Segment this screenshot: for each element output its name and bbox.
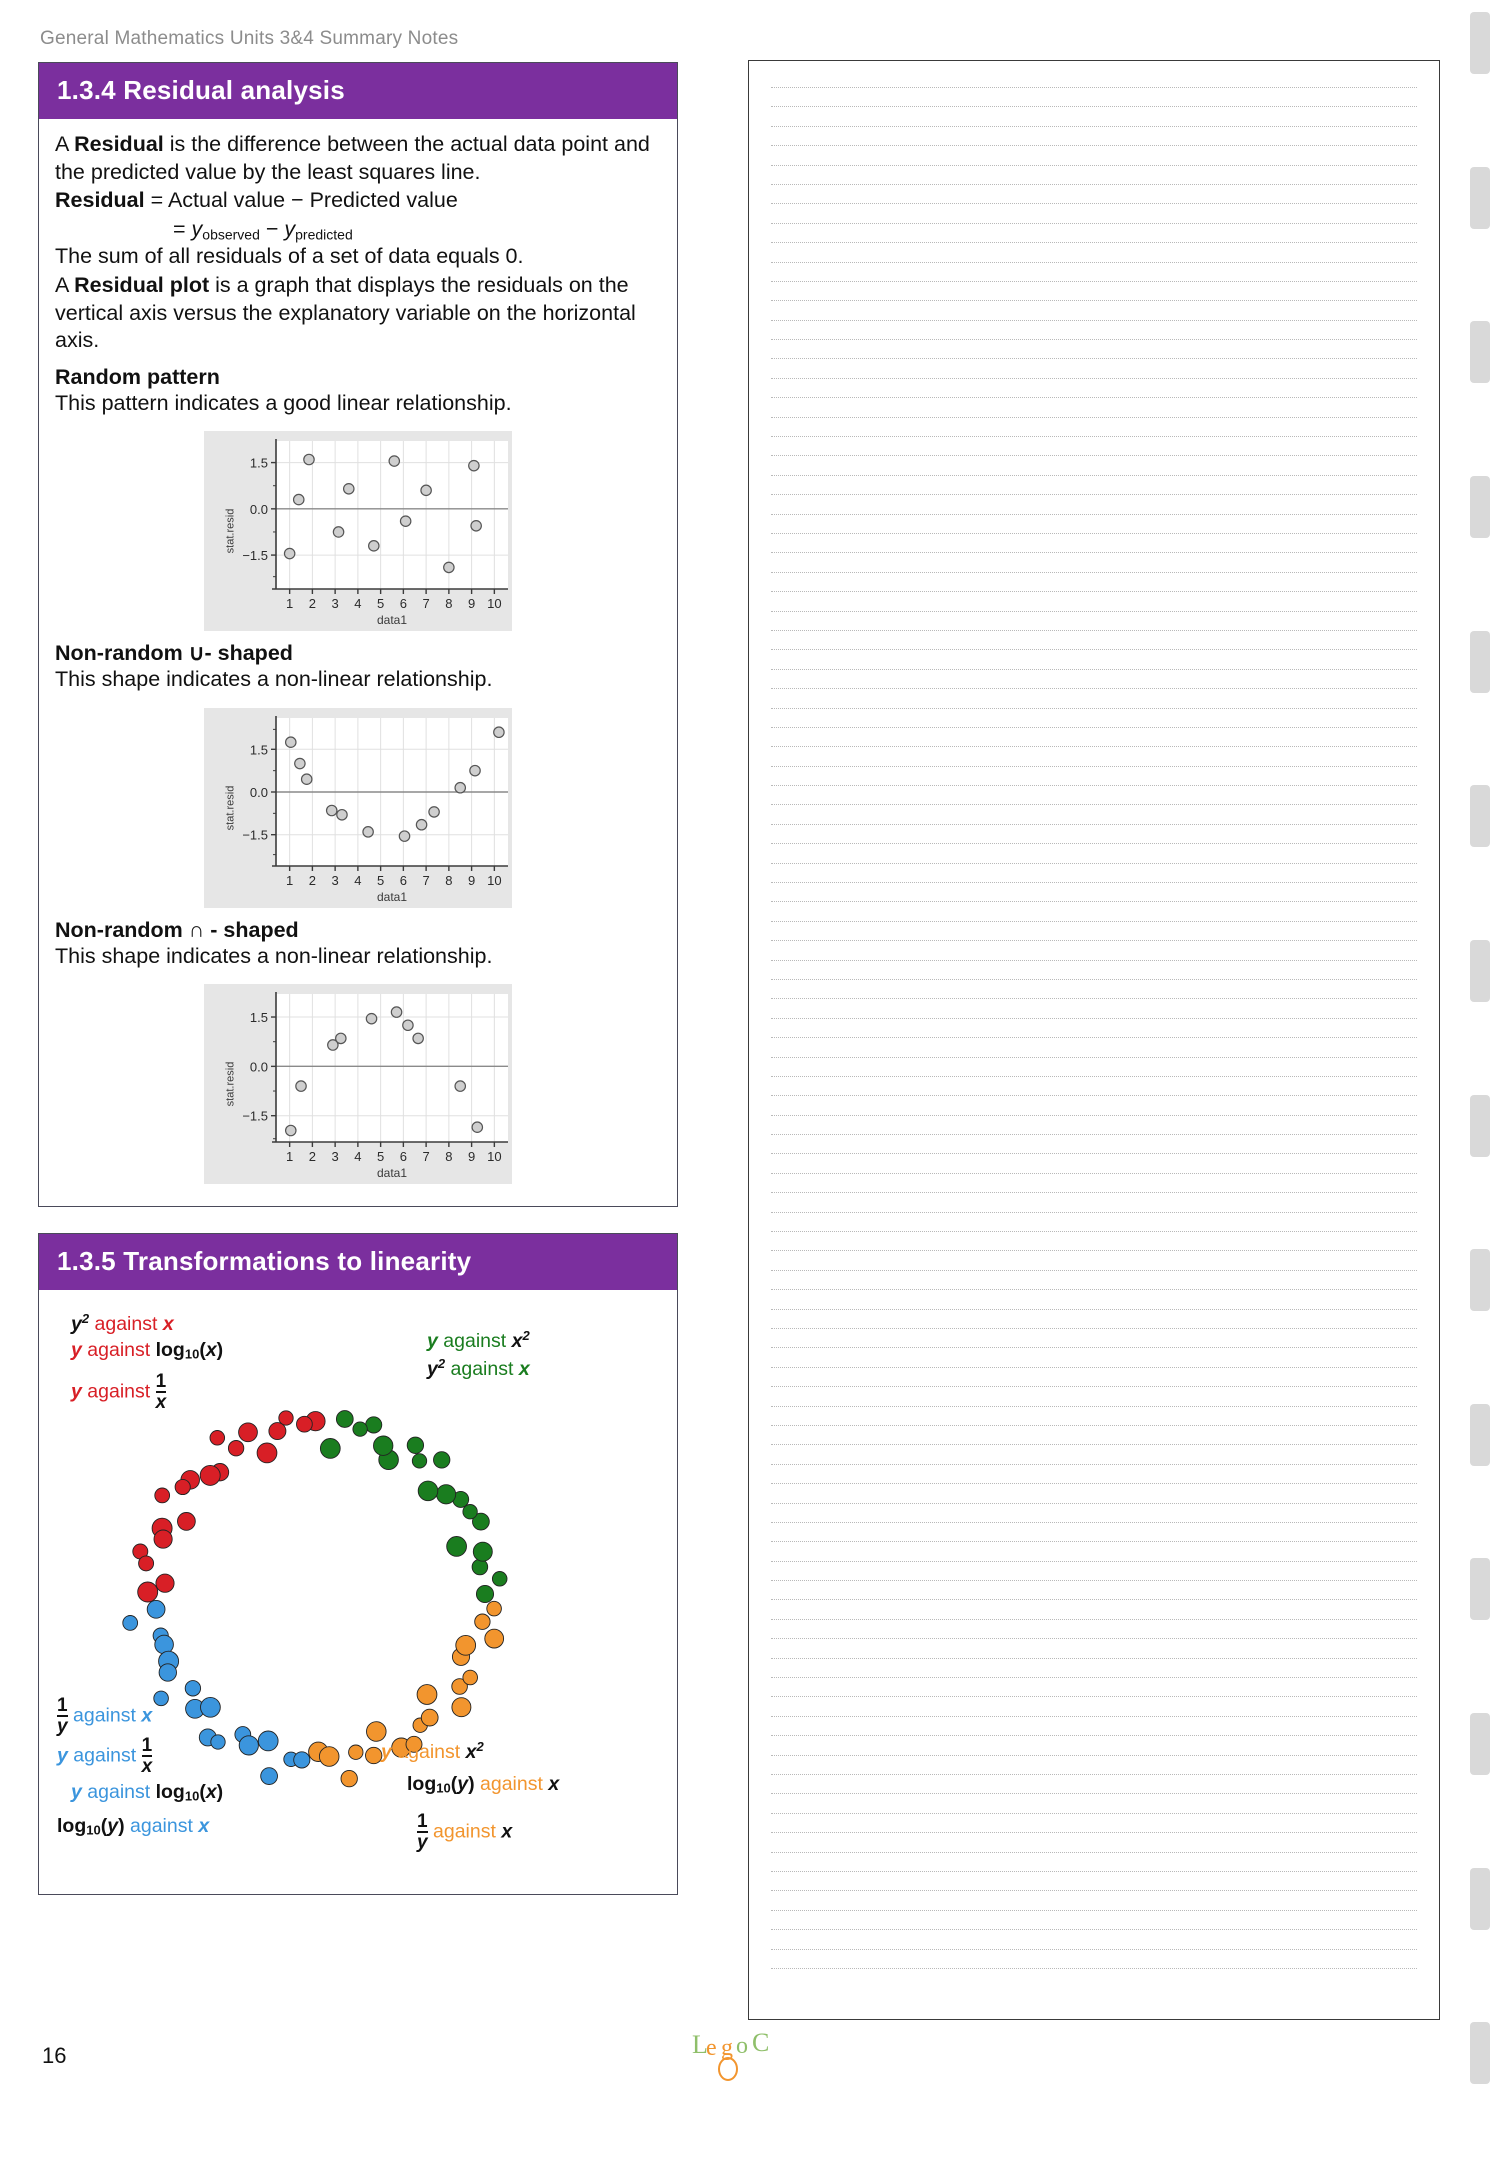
note-line	[771, 358, 1417, 359]
svg-text:10: 10	[487, 1149, 502, 1165]
note-line	[771, 572, 1417, 573]
svg-text:1: 1	[286, 872, 294, 888]
svg-text:0.0: 0.0	[249, 501, 268, 517]
svg-text:4: 4	[354, 872, 362, 888]
note-line	[771, 1464, 1417, 1465]
note-line	[771, 1813, 1417, 1814]
note-line	[771, 1735, 1417, 1736]
note-line	[771, 397, 1417, 398]
note-line	[771, 1406, 1417, 1407]
subhead-random-pattern: Random pattern	[55, 364, 220, 389]
note-line	[771, 979, 1417, 980]
note-line	[771, 1949, 1417, 1950]
svg-text:6: 6	[399, 1149, 407, 1165]
note-line	[771, 320, 1417, 321]
note-line	[771, 300, 1417, 301]
svg-text:0.0: 0.0	[249, 1059, 268, 1075]
note-line	[771, 455, 1417, 456]
residual-plot-definition: A Residual plot is a graph that displays the residuals on the vertical axis versus the explanatory variable on the horizontal axis.	[55, 273, 636, 353]
note-line	[771, 1309, 1417, 1310]
plot-wrap-n	[55, 984, 661, 1184]
svg-text:−1.5: −1.5	[242, 548, 268, 564]
x-axis-label: data1	[376, 613, 408, 628]
binder-tab	[1470, 1249, 1490, 1311]
card-body-135	[39, 1290, 677, 1894]
note-line	[771, 514, 1417, 515]
svg-text:o: o	[736, 2033, 748, 2059]
label-y2-against-x: $y^2$ against x	[71, 1311, 174, 1336]
note-line	[771, 262, 1417, 263]
subhead-u-shaped: Non-random ∪- shaped	[55, 641, 293, 666]
label-log10y-against-x-blue: log10(y) against x	[57, 1815, 210, 1838]
label-y-against-log10x: y against log10(x)	[71, 1339, 224, 1362]
binder-tab	[1470, 321, 1490, 383]
svg-text:9: 9	[467, 1149, 476, 1165]
note-line	[771, 1852, 1417, 1853]
note-line	[771, 1115, 1417, 1116]
note-line	[771, 165, 1417, 166]
note-line	[771, 1658, 1417, 1659]
label-1-over-y-against-x-orange: $\frac{1}{y}$ against x	[417, 1811, 513, 1854]
card-body-134	[39, 119, 677, 1206]
note-line	[771, 436, 1417, 437]
svg-text:1.5: 1.5	[249, 741, 268, 757]
note-line	[771, 1386, 1417, 1387]
note-line	[771, 1561, 1417, 1562]
svg-text:2: 2	[308, 596, 317, 612]
note-line	[771, 1231, 1417, 1232]
svg-text:3: 3	[331, 596, 339, 612]
svg-text:0.0: 0.0	[249, 784, 268, 800]
svg-text:6: 6	[399, 872, 407, 888]
note-line	[771, 1037, 1417, 1038]
note-line	[771, 1929, 1417, 1930]
note-line	[771, 1871, 1417, 1872]
note-line	[771, 1057, 1417, 1058]
svg-text:8: 8	[445, 872, 453, 888]
label-1-over-y-against-x: $\frac{1}{y}$ against x	[57, 1695, 153, 1738]
note-line	[771, 1018, 1417, 1019]
note-line	[771, 998, 1417, 999]
binder-tab	[1470, 1404, 1490, 1466]
plot-wrap-random	[55, 431, 661, 631]
binder-tabs	[1440, 0, 1512, 2165]
note-line	[771, 1250, 1417, 1251]
note-line	[771, 1367, 1417, 1368]
desc-n-shaped: This shape indicates a non-linear relationship.	[55, 943, 493, 968]
svg-text:4: 4	[354, 596, 362, 612]
note-line	[771, 1638, 1417, 1639]
note-line	[771, 1347, 1417, 1348]
svg-text:1.5: 1.5	[249, 1010, 268, 1026]
subhead-n-shaped: Non-random ∩ - shaped	[55, 917, 299, 942]
card-transformations	[38, 1233, 678, 1895]
note-line	[771, 87, 1417, 88]
svg-text:9: 9	[467, 596, 476, 612]
plot-wrap-u	[55, 708, 661, 908]
note-line	[771, 1095, 1417, 1096]
svg-text:2: 2	[308, 1149, 317, 1165]
svg-text:1: 1	[286, 596, 294, 612]
svg-text:g: g	[721, 2035, 733, 2061]
note-line	[771, 378, 1417, 379]
svg-text:7: 7	[422, 872, 430, 888]
svg-text:3: 3	[331, 872, 339, 888]
binder-tab	[1470, 476, 1490, 538]
lined-note-page	[748, 60, 1440, 2020]
transformations-circle-diagram	[49, 1304, 657, 1884]
note-line	[771, 882, 1417, 883]
residual-definition: A Residual is the difference between the actual data point and the predicted value by the least squares line.	[55, 132, 650, 184]
svg-text:5: 5	[377, 1149, 385, 1165]
note-line	[771, 727, 1417, 728]
note-line	[771, 552, 1417, 553]
svg-text:10: 10	[487, 872, 502, 888]
note-line	[771, 494, 1417, 495]
binder-tab	[1470, 1095, 1490, 1157]
note-line	[771, 649, 1417, 650]
note-line	[771, 1153, 1417, 1154]
binder-tab	[1470, 1713, 1490, 1775]
svg-text:7: 7	[422, 1149, 430, 1165]
svg-text:1.5: 1.5	[249, 455, 268, 471]
note-line	[771, 708, 1417, 709]
note-line	[771, 1793, 1417, 1794]
svg-text:7: 7	[422, 596, 430, 612]
note-line	[771, 1619, 1417, 1620]
card-residual-analysis	[38, 62, 678, 1207]
note-line	[771, 591, 1417, 592]
note-line	[771, 1522, 1417, 1523]
binder-tab	[1470, 940, 1490, 1002]
residual-formula-symbols: = $y_{observed} - y_{predicted}$	[173, 216, 353, 243]
section-title-134: 1.3.4 Residual analysis	[39, 63, 677, 119]
note-line	[771, 339, 1417, 340]
desc-u-shaped: This shape indicates a non-linear relationship.	[55, 667, 493, 692]
svg-text:−1.5: −1.5	[242, 1108, 268, 1124]
x-axis-label: data1	[376, 889, 408, 904]
page-number: 16	[42, 2043, 67, 2068]
svg-text:e: e	[706, 2035, 717, 2061]
note-line	[771, 1425, 1417, 1426]
note-line	[771, 1677, 1417, 1678]
note-line	[771, 1076, 1417, 1077]
svg-text:C: C	[752, 2028, 770, 2057]
binder-tab	[1470, 2022, 1490, 2084]
binder-tab	[1470, 167, 1490, 229]
note-line	[771, 611, 1417, 612]
residual-formula-words: Residual = Actual value − Predicted value	[55, 188, 458, 213]
note-line	[771, 1328, 1417, 1329]
note-line	[771, 921, 1417, 922]
note-line	[771, 184, 1417, 185]
note-line	[771, 533, 1417, 534]
svg-text:5: 5	[377, 872, 385, 888]
svg-text:10: 10	[487, 596, 502, 612]
residual-plot-n-shaped	[204, 984, 512, 1184]
note-line	[771, 1483, 1417, 1484]
page-header: General Mathematics Units 3&4 Summary Notes	[40, 28, 459, 49]
note-line	[771, 126, 1417, 127]
desc-random-pattern: This pattern indicates a good linear relationship.	[55, 390, 512, 415]
note-line	[771, 1599, 1417, 1600]
note-line	[771, 1774, 1417, 1775]
note-line	[771, 1716, 1417, 1717]
note-line	[771, 106, 1417, 107]
note-line	[771, 145, 1417, 146]
note-line	[771, 669, 1417, 670]
svg-text:5: 5	[377, 596, 385, 612]
binder-tab	[1470, 1868, 1490, 1930]
note-line	[771, 203, 1417, 204]
label-y-against-1-over-x-blue: y against $\frac{1}{x}$	[57, 1735, 153, 1778]
svg-text:8: 8	[445, 596, 453, 612]
note-line	[771, 242, 1417, 243]
x-axis-label: data1	[376, 1166, 408, 1181]
svg-text:3: 3	[331, 1149, 339, 1165]
svg-text:2: 2	[308, 872, 317, 888]
y-axis-label: stat.resid	[224, 785, 237, 830]
note-line	[771, 940, 1417, 941]
note-line	[771, 1696, 1417, 1697]
binder-tab	[1470, 631, 1490, 693]
note-line	[771, 1755, 1417, 1756]
svg-text:4: 4	[354, 1149, 362, 1165]
note-line	[771, 1270, 1417, 1271]
note-line	[771, 223, 1417, 224]
note-line	[771, 1832, 1417, 1833]
note-line	[771, 824, 1417, 825]
note-line	[771, 843, 1417, 844]
svg-text:1: 1	[286, 1149, 294, 1165]
note-line	[771, 1444, 1417, 1445]
label-y-against-log10x-blue: y against log10(x)	[71, 1781, 224, 1804]
note-line	[771, 688, 1417, 689]
label-y-against-1-over-x: y against $\frac{1}{x}$	[71, 1371, 167, 1414]
left-column	[38, 62, 678, 1921]
note-line	[771, 1910, 1417, 1911]
label-y-against-x2-orange: y against $x^2$	[381, 1739, 484, 1764]
residual-plot-u-shaped	[204, 708, 512, 908]
note-line	[771, 1503, 1417, 1504]
y-axis-label: stat.resid	[224, 508, 237, 554]
note-line	[771, 630, 1417, 631]
svg-text:L: L	[692, 2030, 708, 2059]
note-line	[771, 766, 1417, 767]
svg-text:6: 6	[399, 596, 407, 612]
svg-text:8: 8	[445, 1149, 453, 1165]
note-line	[771, 960, 1417, 961]
section-title-135: 1.3.5 Transformations to linearity	[39, 1234, 677, 1290]
note-line	[771, 746, 1417, 747]
label-log10y-against-x-orange: log10(y) against x	[407, 1773, 560, 1796]
note-line	[771, 901, 1417, 902]
binder-tab	[1470, 1558, 1490, 1620]
note-line	[771, 1192, 1417, 1193]
label-y2-against-x-green: $y^2$ against x	[427, 1356, 530, 1381]
note-line	[771, 804, 1417, 805]
binder-tab	[1470, 12, 1490, 74]
note-line	[771, 1890, 1417, 1891]
note-line	[771, 1289, 1417, 1290]
note-lines	[771, 87, 1417, 2001]
note-line	[771, 785, 1417, 786]
svg-text:−1.5: −1.5	[242, 827, 268, 843]
note-line	[771, 475, 1417, 476]
note-line	[771, 863, 1417, 864]
brand-logo	[690, 2023, 800, 2085]
note-line	[771, 281, 1417, 282]
residual-sum-statement: The sum of all residuals of a set of data equals 0.	[55, 244, 524, 269]
note-line	[771, 417, 1417, 418]
svg-text:9: 9	[467, 872, 476, 888]
note-line	[771, 1968, 1417, 1969]
note-line	[771, 1134, 1417, 1135]
note-line	[771, 1173, 1417, 1174]
binder-tab	[1470, 785, 1490, 847]
note-line	[771, 1212, 1417, 1213]
residual-plot-random	[204, 431, 512, 631]
label-y-against-x2: y against $x^2$	[427, 1328, 530, 1353]
y-axis-label: stat.resid	[224, 1061, 237, 1107]
note-line	[771, 1580, 1417, 1581]
note-line	[771, 1541, 1417, 1542]
